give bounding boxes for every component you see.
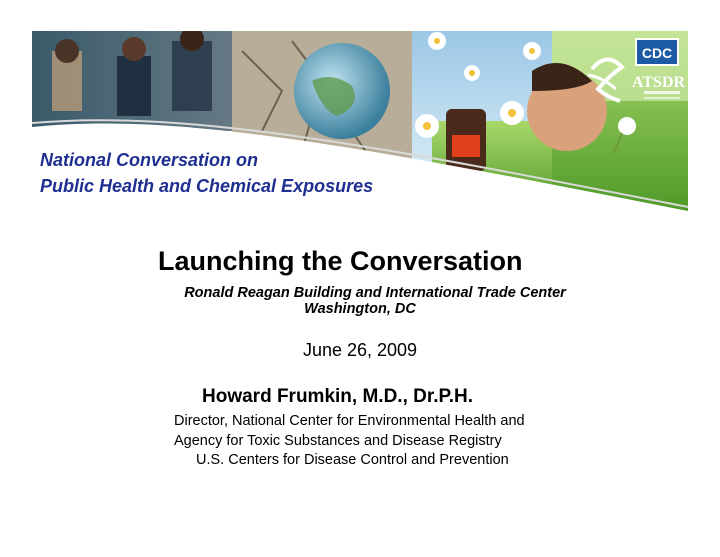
- svg-text:CDC: CDC: [641, 45, 673, 61]
- venue-line-2: Washington, DC: [304, 301, 416, 317]
- cdc-logo: [636, 39, 678, 65]
- event-date: June 26, 2009: [302, 340, 418, 360]
- speaker-name: Howard Frumkin, M.D., Dr.P.H.: [202, 386, 473, 407]
- svg-text:ATSDR: ATSDR: [632, 74, 686, 91]
- affiliation-line-1: Director, National Center for Environmental Health and: [174, 413, 525, 429]
- subtitle-line-1: National Conversation on: [40, 150, 259, 170]
- affiliation-line-2: Agency for Toxic Substances and Disease Registry: [174, 433, 502, 449]
- affiliation-line-3: U.S. Centers for Disease Control and Prevention: [196, 452, 509, 468]
- subtitle-line-2: Public Health and Chemical Exposures: [40, 176, 374, 196]
- venue-line-1: Ronald Reagan Building and International Trade Center: [184, 285, 566, 301]
- conversation-subtitle: [40, 147, 373, 199]
- slide-title: Launching the Conversation: [158, 246, 523, 276]
